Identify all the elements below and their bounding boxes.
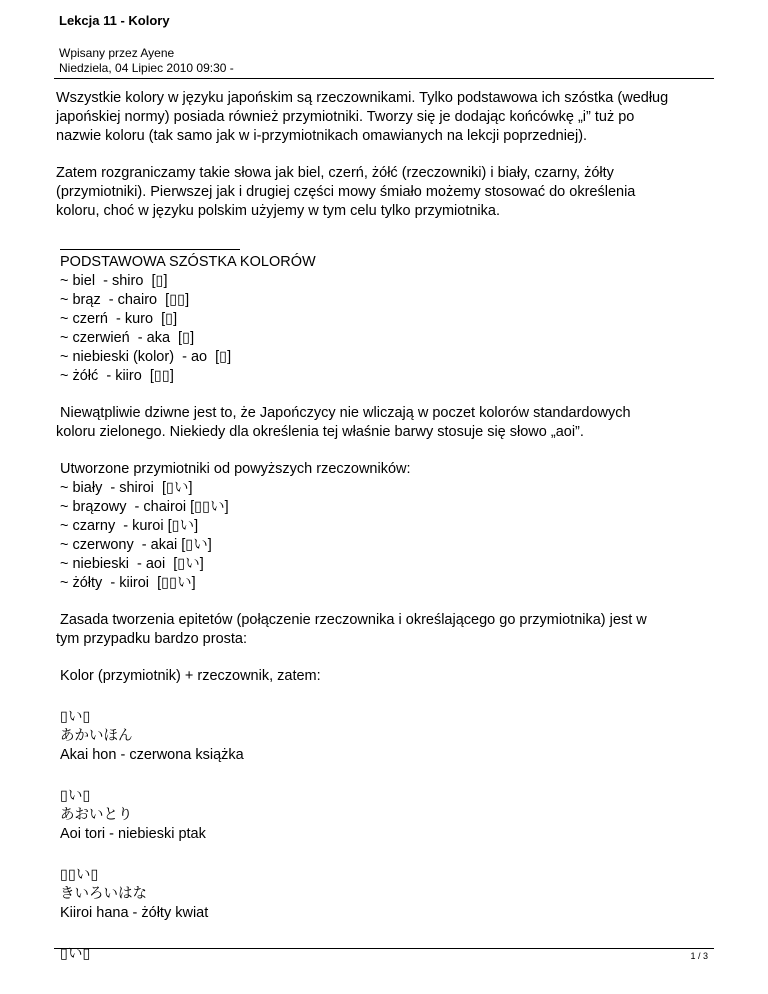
example-text: Kiiroi hana - żółty kwiat [60,905,209,921]
text-line: koloru, choć w języku polskim użyjemy w tym celu tylko przymiotnika. [56,203,500,219]
text-line: Zasada tworzenia epitetów (połączenie rzeczownika i określającego go przymiotnika) jest w [60,612,647,628]
text-line: koloru zielonego. Niekiedy dla określenia tej właśnie barwy stosuje się słowo „aoi”. [56,424,584,440]
text-line: Kolor (przymiotnik) + rzeczownik, zatem: [60,668,321,684]
example-kanji: ▯▯い▯ [60,867,99,883]
list-item: ~ czerwony - akai [▯い] [60,537,212,553]
example-item [56,866,716,923]
example-text: Aoi tori - niebieski ptak [60,826,206,842]
article-body [56,89,716,964]
basic-colors-section [56,249,716,386]
section-heading: Utworzone przymiotniki od powyższych rzeczowników: [60,461,411,477]
green-note-paragraph [56,404,716,442]
author-line: Wpisany przez Ayene [59,46,175,60]
example-kanji: ▯い▯ [60,709,91,725]
example-item [56,708,716,765]
list-item: ~ niebieski (kolor) - ao [▯] [60,349,232,365]
list-item: ~ biel - shiro [▯] [60,273,168,289]
list-item: ~ czerwień - aka [▯] [60,330,195,346]
adjectives-section [56,460,716,593]
list-item: ~ biały - shiroi [▯い] [60,480,193,496]
intro-paragraph-2 [56,164,716,221]
page-number: 1 / 3 [690,951,708,961]
list-item: ~ brąz - chairo [▯▯] [60,292,190,308]
text-line: Zatem rozgraniczamy takie słowa jak biel, czerń, żółć (rzeczowniki) i biały, czarny, żółty [56,165,614,181]
text-line: Niewątpliwie dziwne jest to, że Japończycy nie wliczają w poczet kolorów standardowych [60,405,631,421]
formula-line [56,667,716,686]
text-line: (przymiotniki). Pierwszej jak i drugiej części mowy śmiało możemy stosować do określenia [56,184,636,200]
section-rule [60,249,240,250]
list-item: ~ żółty - kiiroi [▯▯い] [60,575,196,591]
page-title: Lekcja 11 - Kolory [59,13,170,28]
list-item: ~ czarny - kuroi [▯い] [60,518,199,534]
example-kanji: ▯い▯ [60,946,91,962]
intro-paragraph-1 [56,89,716,146]
list-item: ~ czerń - kuro [▯] [60,311,178,327]
section-heading: PODSTAWOWA SZÓSTKA KOLORÓW [60,254,316,270]
text-line: Wszystkie kolory w języku japońskim są rzeczownikami. Tylko podstawowa ich szóstka (według [56,90,669,106]
text-line: nazwie koloru (tak samo jak w i-przymiotnikach omawianych na lekcji poprzedniej). [56,128,588,144]
text-line: tym przypadku bardzo prosta: [56,631,248,647]
list-item: ~ niebieski - aoi [▯い] [60,556,204,572]
date-line: Niedziela, 04 Lipiec 2010 09:30 - [59,61,234,75]
text-line: japońskiej normy) posiada również przymiotniki. Tworzy się je dodając końcówkę „i” tuż po [56,109,635,125]
list-item: ~ żółć - kiiro [▯▯] [60,368,174,384]
example-item [56,787,716,844]
footer-divider [54,948,714,949]
example-kanji: ▯い▯ [60,788,91,804]
example-kana: あおいとり [60,807,133,823]
example-text: Akai hon - czerwona książka [60,747,244,763]
header-divider [54,78,714,79]
epithet-rule-paragraph [56,611,716,649]
example-kana: あかいほん [60,728,133,744]
list-item: ~ brązowy - chairoi [▯▯い] [60,499,229,515]
example-kana: きいろいはな [60,886,147,902]
